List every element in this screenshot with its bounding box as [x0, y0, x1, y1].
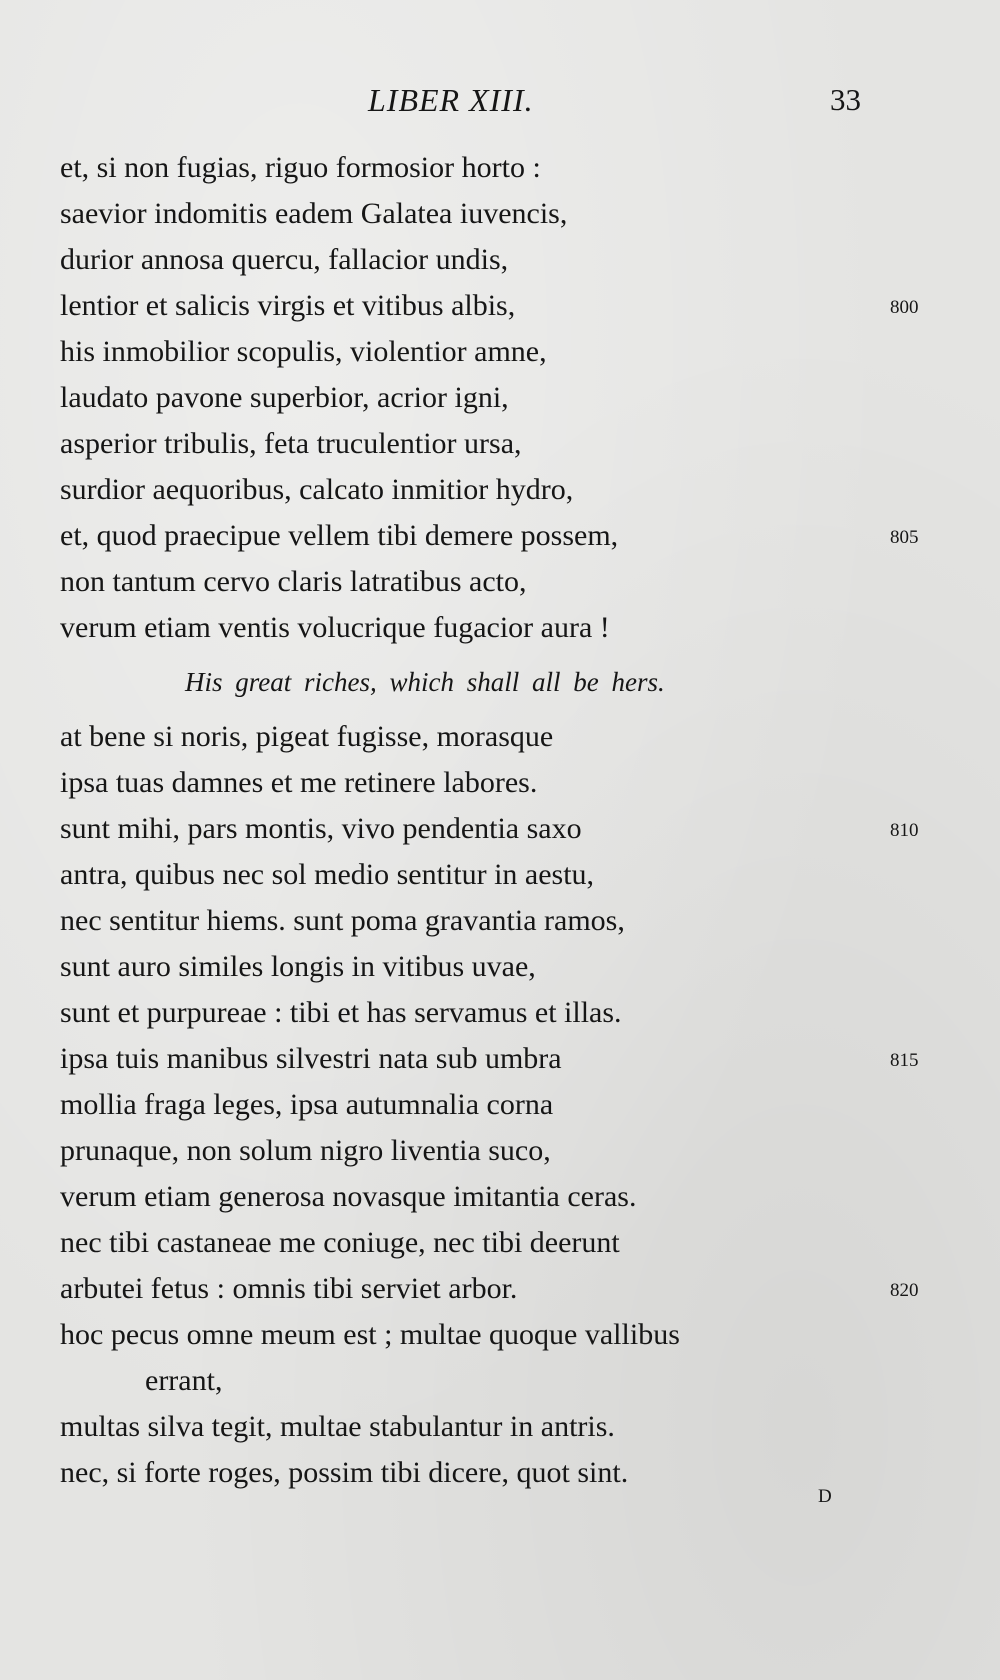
verse-line-text: sunt mihi, pars montis, vivo pendentia saxo [60, 812, 582, 845]
verse-line-text: antra, quibus nec sol medio sentitur in aestu, [60, 858, 595, 891]
verse-line-text: nec sentitur hiems. sunt poma gravantia ramos, [60, 904, 625, 937]
verse-line-text: saevior indomitis eadem Galatea iuvencis, [60, 197, 568, 230]
verse-line [60, 1312, 880, 1358]
verse-line [60, 760, 880, 806]
verse-line [60, 1036, 919, 1082]
running-head: LIBER XIII. [368, 82, 534, 118]
verse-line-text: his inmobilior scopulis, violentior amne, [60, 335, 547, 368]
verse-line-text: prunaque, non solum nigro liventia suco, [60, 1134, 551, 1167]
verse-line [60, 283, 919, 329]
verse-line-text: errant, [145, 1364, 223, 1397]
verse-line [60, 806, 919, 852]
verse-line [60, 375, 880, 421]
verse-line [60, 944, 880, 990]
verse-line [60, 421, 880, 467]
verse-line-text: laudato pavone superbior, acrior igni, [60, 381, 509, 414]
line-number: 820 [890, 1280, 919, 1301]
verse-line [60, 1082, 880, 1128]
verse-line-text: surdior aequoribus, calcato inmitior hydro, [60, 473, 574, 506]
verse-line-text: multas silva tegit, multae stabulantur in antris. [60, 1410, 615, 1443]
verse-line-text: verum etiam generosa novasque imitantia ceras. [60, 1180, 637, 1213]
verse-line-text: non tantum cervo claris latratibus acto, [60, 565, 527, 598]
verse-line-text: et, quod praecipue vellem tibi demere possem, [60, 519, 619, 552]
verse-line-text: at bene si noris, pigeat fugisse, morasque [60, 720, 554, 753]
verse-line [60, 191, 880, 237]
verse-line [60, 559, 880, 605]
verse-line-text: hoc pecus omne meum est ; multae quoque vallibus [60, 1318, 680, 1351]
verse-line [60, 1220, 880, 1266]
verse-line-text: nec, si forte roges, possim tibi dicere, quot sint. [60, 1456, 629, 1489]
line-number: 805 [890, 527, 919, 548]
verse-line [60, 1404, 880, 1450]
verse-line-text: arbutei fetus : omnis tibi serviet arbor. [60, 1272, 518, 1305]
verse-line-text: durior annosa quercu, fallacior undis, [60, 243, 509, 276]
section-heading: His great riches, which shall all be hers. [185, 667, 665, 697]
verse-line [60, 237, 880, 283]
signature-mark: D [818, 1486, 832, 1507]
verse-line-text: nec tibi castaneae me coniuge, nec tibi deerunt [60, 1226, 620, 1259]
verse-line-text: sunt et purpureae : tibi et has servamus et illas. [60, 996, 622, 1029]
verse-block-2 [60, 714, 919, 1496]
verse-line-text: sunt auro similes longis in vitibus uvae, [60, 950, 536, 983]
line-number: 800 [890, 297, 919, 318]
verse-line [60, 1128, 880, 1174]
verse-block-1 [60, 145, 919, 651]
verse-line [60, 513, 919, 559]
verse-line [60, 1266, 919, 1312]
verse-line [60, 852, 880, 898]
verse-line-text: ipsa tuas damnes et me retinere labores. [60, 766, 538, 799]
verse-line [60, 605, 880, 651]
line-number: 815 [890, 1050, 919, 1071]
verse-line [60, 329, 880, 375]
page-number: 33 [830, 82, 861, 117]
verse-line [60, 1358, 880, 1404]
verse-line [60, 1450, 880, 1496]
verse-line-text: ipsa tuis manibus silvestri nata sub umbra [60, 1042, 562, 1075]
verse-line-text: asperior tribulis, feta truculentior ursa, [60, 427, 522, 460]
verse-line [60, 145, 880, 191]
verse-line [60, 467, 880, 513]
verse-line [60, 990, 880, 1036]
verse-line [60, 898, 880, 944]
verse-line-text: et, si non fugias, riguo formosior horto : [60, 151, 541, 184]
verse-line-text: mollia fraga leges, ipsa autumnalia corna [60, 1088, 554, 1121]
verse-line [60, 1174, 880, 1220]
verse-line-text: verum etiam ventis volucrique fugacior aura ! [60, 611, 610, 644]
verse-line-text: lentior et salicis virgis et vitibus albis, [60, 289, 516, 322]
verse-line [60, 714, 880, 760]
line-number: 810 [890, 820, 919, 841]
